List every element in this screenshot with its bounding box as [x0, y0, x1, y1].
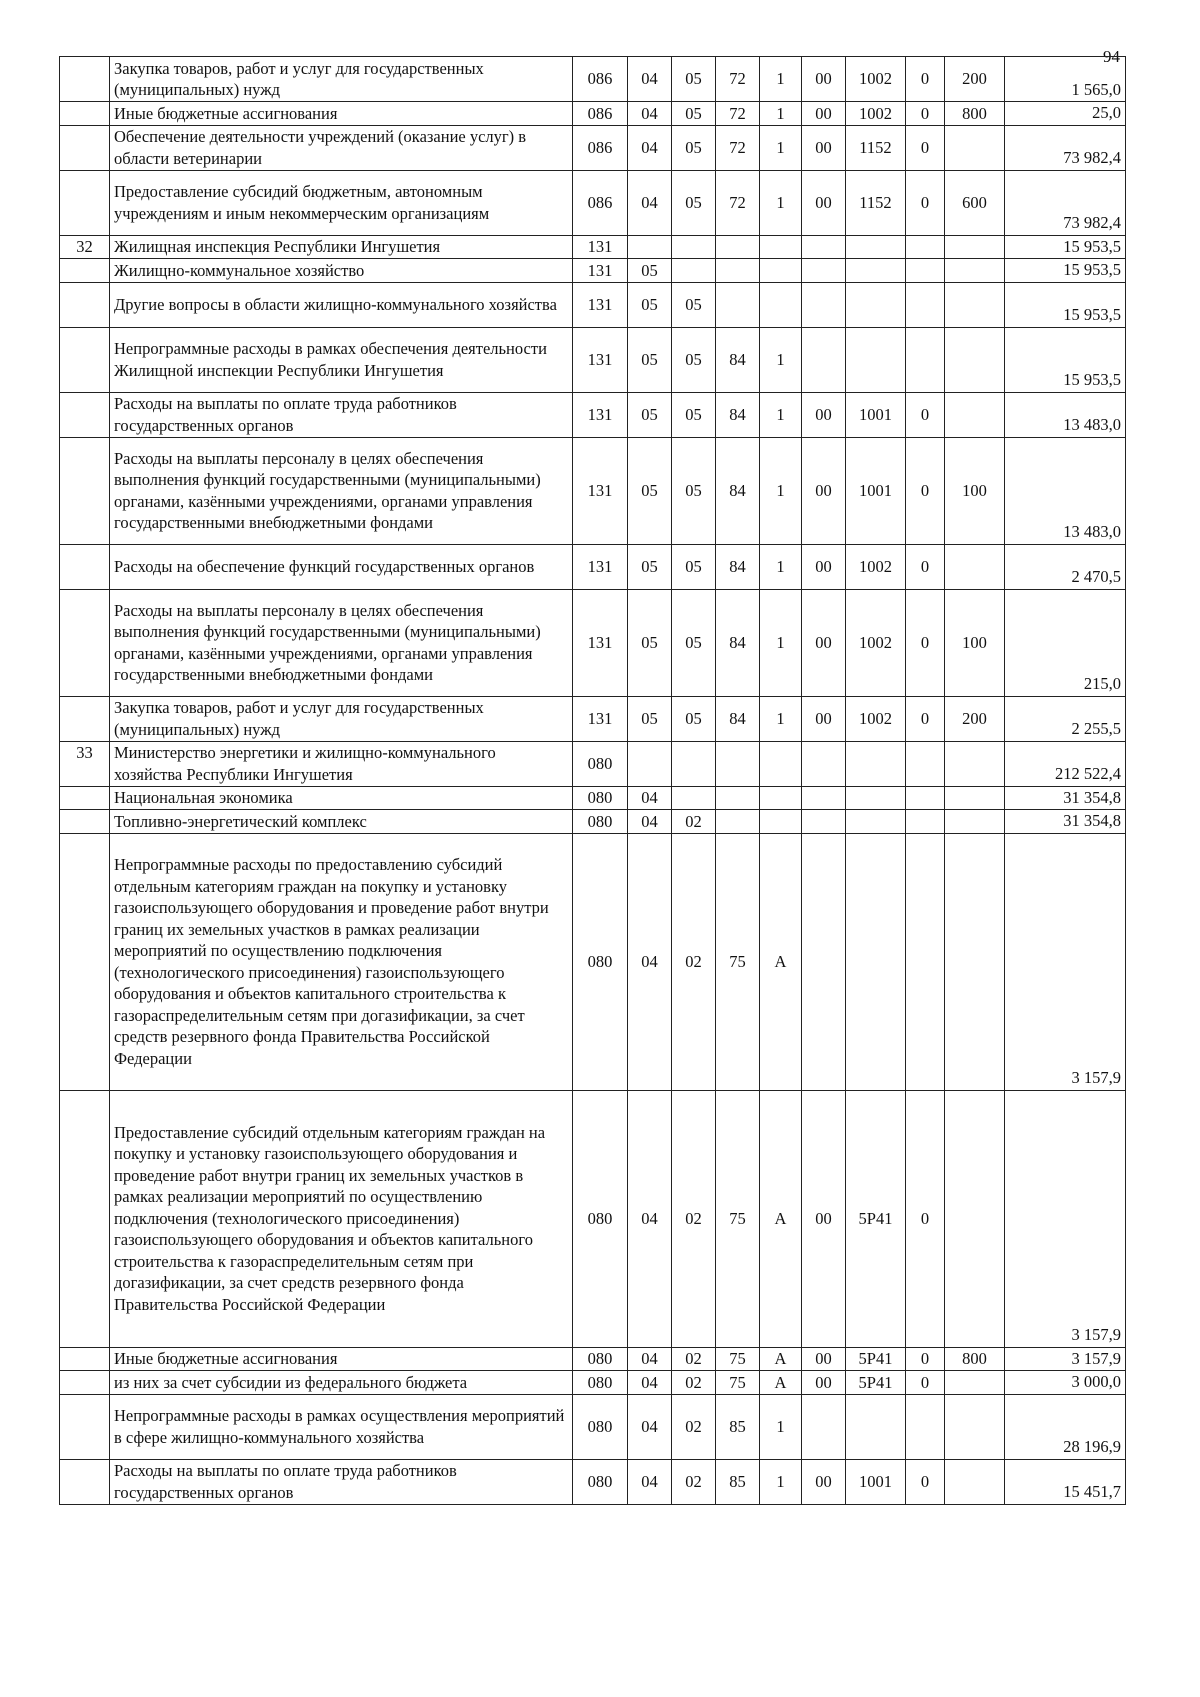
table-row [60, 1459, 1126, 1504]
code-program: 84 [716, 437, 760, 544]
code-expense-type [945, 1459, 1005, 1504]
table-row [60, 259, 1126, 283]
code-ministry: 131 [573, 327, 628, 392]
code-direction-b: 1002 [846, 696, 906, 741]
code-subsection: 02 [672, 1347, 716, 1371]
code-direction-a: 00 [802, 1371, 846, 1395]
code-ministry: 080 [573, 786, 628, 810]
code-expense-type: 100 [945, 437, 1005, 544]
code-ministry: 080 [573, 1459, 628, 1504]
row-description: Расходы на выплаты по оплате труда работников государственных органов [110, 1459, 573, 1504]
code-expense-type: 600 [945, 170, 1005, 235]
code-subprogram [760, 786, 802, 810]
code-section [628, 235, 672, 259]
code-subsection: 02 [672, 1371, 716, 1395]
code-subprogram: 1 [760, 170, 802, 235]
code-expense-type [945, 1394, 1005, 1459]
code-ministry: 131 [573, 589, 628, 696]
row-amount: 15 953,5 [1005, 235, 1126, 259]
table-row [60, 1371, 1126, 1395]
code-expense-type [945, 1090, 1005, 1347]
code-ministry: 086 [573, 57, 628, 102]
code-subsection: 05 [672, 170, 716, 235]
code-subsection: 05 [672, 57, 716, 102]
code-direction-a: 00 [802, 589, 846, 696]
code-direction-c [906, 810, 945, 834]
code-section: 05 [628, 327, 672, 392]
code-direction-b: 5Р41 [846, 1090, 906, 1347]
code-direction-a [802, 327, 846, 392]
code-program: 84 [716, 696, 760, 741]
code-section: 05 [628, 696, 672, 741]
code-subprogram: 1 [760, 437, 802, 544]
code-program: 72 [716, 102, 760, 126]
code-subprogram [760, 741, 802, 786]
code-direction-a [802, 1394, 846, 1459]
code-direction-a: 00 [802, 102, 846, 126]
code-direction-c [906, 259, 945, 283]
code-subsection: 05 [672, 696, 716, 741]
code-direction-c [906, 741, 945, 786]
code-direction-c [906, 786, 945, 810]
code-ministry: 080 [573, 741, 628, 786]
code-subprogram: 1 [760, 125, 802, 170]
code-direction-a [802, 833, 846, 1090]
code-ministry: 086 [573, 170, 628, 235]
row-number [60, 125, 110, 170]
code-ministry: 080 [573, 1371, 628, 1395]
code-program [716, 235, 760, 259]
code-direction-a [802, 282, 846, 327]
code-subprogram: А [760, 1090, 802, 1347]
code-direction-a: 00 [802, 1090, 846, 1347]
code-direction-b [846, 327, 906, 392]
row-number [60, 696, 110, 741]
code-program [716, 282, 760, 327]
code-subprogram: 1 [760, 102, 802, 126]
row-description: Непрограммные расходы по предоставлению субсидий отдельным категориям граждан на покупку и установку газоиспользующего оборудования и проведение работ внутри границ их земельных участков в рамках реализации мероприятий по осуществлению подключения (технологического присоединения) газоиспользующего оборудования и объектов капитального строительства к газораспределительным сетям при догазификации, за счет средств резервного фонда Правительства Российской Федерации [110, 833, 573, 1090]
row-description: Расходы на выплаты персоналу в целях обеспечения выполнения функций государственными (муниципальными) органами, казёнными учреждениями, органами управления государственными внебюджетными фондами [110, 437, 573, 544]
code-subprogram: 1 [760, 57, 802, 102]
code-expense-type [945, 327, 1005, 392]
row-amount: 31 354,8 [1005, 786, 1126, 810]
code-direction-b [846, 235, 906, 259]
code-direction-c: 0 [906, 170, 945, 235]
code-section: 04 [628, 1090, 672, 1347]
row-description: Расходы на обеспечение функций государственных органов [110, 544, 573, 589]
code-subsection: 05 [672, 437, 716, 544]
code-direction-c: 0 [906, 1090, 945, 1347]
row-description: Закупка товаров, работ и услуг для государственных (муниципальных) нужд [110, 57, 573, 102]
code-direction-b: 1001 [846, 392, 906, 437]
code-program: 75 [716, 1347, 760, 1371]
code-ministry: 131 [573, 392, 628, 437]
code-subprogram [760, 282, 802, 327]
code-direction-b: 1152 [846, 170, 906, 235]
table-row [60, 170, 1126, 235]
code-direction-b: 1152 [846, 125, 906, 170]
code-program: 72 [716, 125, 760, 170]
row-amount: 15 953,5 [1005, 327, 1126, 392]
code-subsection: 02 [672, 1459, 716, 1504]
row-number: 33 [60, 741, 110, 786]
table-row [60, 1090, 1126, 1347]
code-subsection [672, 259, 716, 283]
code-expense-type: 200 [945, 57, 1005, 102]
row-number [60, 57, 110, 102]
row-number [60, 327, 110, 392]
code-program [716, 810, 760, 834]
code-direction-c: 0 [906, 696, 945, 741]
code-direction-b: 1001 [846, 1459, 906, 1504]
code-subprogram: А [760, 833, 802, 1090]
row-description: Иные бюджетные ассигнования [110, 1347, 573, 1371]
row-description: Закупка товаров, работ и услуг для государственных (муниципальных) нужд [110, 696, 573, 741]
row-number [60, 589, 110, 696]
code-subsection [672, 235, 716, 259]
code-subprogram: А [760, 1371, 802, 1395]
row-amount: 15 953,5 [1005, 259, 1126, 283]
code-ministry: 080 [573, 833, 628, 1090]
code-section: 04 [628, 786, 672, 810]
code-subsection: 05 [672, 327, 716, 392]
code-subprogram: 1 [760, 544, 802, 589]
code-program: 84 [716, 327, 760, 392]
code-section: 05 [628, 437, 672, 544]
code-program [716, 786, 760, 810]
table-row [60, 696, 1126, 741]
code-expense-type: 200 [945, 696, 1005, 741]
row-amount: 3 157,9 [1005, 833, 1126, 1090]
code-subprogram: 1 [760, 589, 802, 696]
code-expense-type [945, 741, 1005, 786]
code-ministry: 086 [573, 102, 628, 126]
code-section: 04 [628, 125, 672, 170]
code-program: 84 [716, 589, 760, 696]
code-direction-b [846, 786, 906, 810]
code-subprogram: 1 [760, 696, 802, 741]
code-section: 05 [628, 392, 672, 437]
code-ministry: 080 [573, 1347, 628, 1371]
row-number [60, 1394, 110, 1459]
code-program: 72 [716, 170, 760, 235]
table-row [60, 102, 1126, 126]
row-amount: 3 157,9 [1005, 1090, 1126, 1347]
code-subsection: 05 [672, 282, 716, 327]
code-direction-b: 5Р41 [846, 1347, 906, 1371]
row-number [60, 833, 110, 1090]
code-direction-a [802, 741, 846, 786]
code-expense-type [945, 786, 1005, 810]
code-ministry: 131 [573, 544, 628, 589]
code-program: 85 [716, 1394, 760, 1459]
code-direction-a: 00 [802, 125, 846, 170]
code-subsection: 05 [672, 102, 716, 126]
row-amount: 3 157,9 [1005, 1347, 1126, 1371]
code-direction-a [802, 786, 846, 810]
code-direction-b: 1002 [846, 57, 906, 102]
code-section: 04 [628, 1459, 672, 1504]
code-direction-c [906, 282, 945, 327]
code-subsection: 05 [672, 544, 716, 589]
code-direction-b [846, 259, 906, 283]
row-amount: 73 982,4 [1005, 125, 1126, 170]
row-description: Предоставление субсидий отдельным категориям граждан на покупку и установку газоиспользующего оборудования и проведение работ внутри границ их земельных участков в рамках реализации мероприятий по осуществлению подключения (технологического присоединения) газоиспользующего оборудования и объектов капитального строительства к газораспределительным сетям при догазификации, за счет средств резервного фонда Правительства Российской Федерации [110, 1090, 573, 1347]
row-amount: 2 470,5 [1005, 544, 1126, 589]
row-amount: 28 196,9 [1005, 1394, 1126, 1459]
row-number [60, 1371, 110, 1395]
code-direction-c: 0 [906, 102, 945, 126]
table-row [60, 282, 1126, 327]
page-number: 94 [1103, 47, 1120, 66]
code-ministry: 131 [573, 235, 628, 259]
row-number [60, 1459, 110, 1504]
code-section: 04 [628, 1347, 672, 1371]
budget-table [59, 56, 1126, 1505]
row-description: Непрограммные расходы в рамках осуществления мероприятий в сфере жилищно-коммунального хозяйства [110, 1394, 573, 1459]
row-amount: 13 483,0 [1005, 392, 1126, 437]
row-description: Расходы на выплаты персоналу в целях обеспечения выполнения функций государственными (муниципальными) органами, казёнными учреждениями, органами управления государственными внебюджетными фондами [110, 589, 573, 696]
row-number [60, 810, 110, 834]
table-row [60, 544, 1126, 589]
table-row [60, 327, 1126, 392]
row-number [60, 1090, 110, 1347]
row-number [60, 786, 110, 810]
code-section: 04 [628, 57, 672, 102]
table-row [60, 437, 1126, 544]
table-row [60, 833, 1126, 1090]
code-direction-b: 1001 [846, 437, 906, 544]
code-direction-a [802, 810, 846, 834]
code-expense-type [945, 833, 1005, 1090]
code-direction-c: 0 [906, 57, 945, 102]
code-subprogram: А [760, 1347, 802, 1371]
code-direction-b: 1002 [846, 102, 906, 126]
code-program: 84 [716, 392, 760, 437]
code-ministry: 131 [573, 696, 628, 741]
row-description: Другие вопросы в области жилищно-коммунального хозяйства [110, 282, 573, 327]
code-direction-a: 00 [802, 437, 846, 544]
table-row [60, 1394, 1126, 1459]
code-expense-type [945, 235, 1005, 259]
code-subsection: 02 [672, 1090, 716, 1347]
code-direction-a: 00 [802, 1347, 846, 1371]
row-description: Национальная экономика [110, 786, 573, 810]
row-number: 32 [60, 235, 110, 259]
code-direction-a [802, 235, 846, 259]
code-direction-c: 0 [906, 544, 945, 589]
row-number [60, 544, 110, 589]
code-subsection: 02 [672, 1394, 716, 1459]
code-direction-c: 0 [906, 1347, 945, 1371]
code-expense-type: 100 [945, 589, 1005, 696]
code-subprogram [760, 259, 802, 283]
row-number [60, 282, 110, 327]
code-subprogram: 1 [760, 1394, 802, 1459]
code-direction-c: 0 [906, 437, 945, 544]
code-ministry: 131 [573, 282, 628, 327]
row-description: Обеспечение деятельности учреждений (оказание услуг) в области ветеринарии [110, 125, 573, 170]
code-subsection: 02 [672, 833, 716, 1090]
code-section: 04 [628, 170, 672, 235]
code-section: 04 [628, 1371, 672, 1395]
row-amount: 215,0 [1005, 589, 1126, 696]
code-ministry: 080 [573, 1394, 628, 1459]
row-number [60, 102, 110, 126]
code-program: 75 [716, 1371, 760, 1395]
row-description: Непрограммные расходы в рамках обеспечения деятельности Жилищной инспекции Республики Ингушетия [110, 327, 573, 392]
table-row [60, 1347, 1126, 1371]
code-direction-c: 0 [906, 1371, 945, 1395]
row-description: Топливно-энергетический комплекс [110, 810, 573, 834]
row-description: Жилищно-коммунальное хозяйство [110, 259, 573, 283]
code-direction-c: 0 [906, 392, 945, 437]
code-subsection: 05 [672, 392, 716, 437]
code-subprogram: 1 [760, 327, 802, 392]
row-amount: 73 982,4 [1005, 170, 1126, 235]
code-direction-a: 00 [802, 57, 846, 102]
row-description: Министерство энергетики и жилищно-коммунального хозяйства Республики Ингушетия [110, 741, 573, 786]
code-expense-type [945, 392, 1005, 437]
code-ministry: 131 [573, 259, 628, 283]
code-subsection [672, 786, 716, 810]
code-expense-type [945, 259, 1005, 283]
code-section: 05 [628, 544, 672, 589]
code-section: 04 [628, 810, 672, 834]
code-direction-c [906, 235, 945, 259]
code-subprogram: 1 [760, 1459, 802, 1504]
code-section: 04 [628, 1394, 672, 1459]
code-direction-c [906, 833, 945, 1090]
table-row [60, 57, 1126, 102]
code-expense-type [945, 544, 1005, 589]
code-expense-type [945, 282, 1005, 327]
code-direction-b: 5Р41 [846, 1371, 906, 1395]
table-row [60, 741, 1126, 786]
code-direction-a: 00 [802, 544, 846, 589]
code-program: 75 [716, 833, 760, 1090]
row-description: Расходы на выплаты по оплате труда работников государственных органов [110, 392, 573, 437]
code-subsection: 02 [672, 810, 716, 834]
code-expense-type [945, 1371, 1005, 1395]
code-section: 05 [628, 259, 672, 283]
code-expense-type [945, 810, 1005, 834]
code-section [628, 741, 672, 786]
code-subprogram [760, 235, 802, 259]
row-amount: 25,0 [1005, 102, 1126, 126]
code-direction-a [802, 259, 846, 283]
code-expense-type [945, 125, 1005, 170]
code-direction-a: 00 [802, 696, 846, 741]
row-amount: 1 565,0 [1005, 57, 1126, 102]
code-program [716, 741, 760, 786]
row-description: Иные бюджетные ассигнования [110, 102, 573, 126]
code-direction-c: 0 [906, 1459, 945, 1504]
code-subsection: 05 [672, 589, 716, 696]
code-direction-a: 00 [802, 392, 846, 437]
code-direction-a: 00 [802, 1459, 846, 1504]
code-direction-b [846, 833, 906, 1090]
code-direction-c: 0 [906, 589, 945, 696]
table-row [60, 589, 1126, 696]
code-subprogram [760, 810, 802, 834]
table-row [60, 235, 1126, 259]
code-direction-c [906, 327, 945, 392]
row-number [60, 437, 110, 544]
code-section: 05 [628, 282, 672, 327]
row-description: Жилищная инспекция Республики Ингушетия [110, 235, 573, 259]
row-description: из них за счет субсидии из федерального бюджета [110, 1371, 573, 1395]
code-direction-b: 1002 [846, 544, 906, 589]
row-number [60, 392, 110, 437]
code-section: 05 [628, 589, 672, 696]
code-direction-a: 00 [802, 170, 846, 235]
row-amount: 212 522,4 [1005, 741, 1126, 786]
table-row [60, 786, 1126, 810]
code-subprogram: 1 [760, 392, 802, 437]
code-ministry: 080 [573, 810, 628, 834]
code-direction-b [846, 1394, 906, 1459]
code-direction-c: 0 [906, 125, 945, 170]
table-row [60, 125, 1126, 170]
row-description: Предоставление субсидий бюджетным, автономным учреждениям и иным некоммерческим организациям [110, 170, 573, 235]
row-amount: 3 000,0 [1005, 1371, 1126, 1395]
code-subsection [672, 741, 716, 786]
code-program: 85 [716, 1459, 760, 1504]
code-expense-type: 800 [945, 1347, 1005, 1371]
code-direction-b [846, 810, 906, 834]
code-section: 04 [628, 833, 672, 1090]
code-program: 84 [716, 544, 760, 589]
code-program: 72 [716, 57, 760, 102]
code-ministry: 131 [573, 437, 628, 544]
code-expense-type: 800 [945, 102, 1005, 126]
row-amount: 31 354,8 [1005, 810, 1126, 834]
row-number [60, 259, 110, 283]
code-direction-b: 1002 [846, 589, 906, 696]
row-amount: 15 451,7 [1005, 1459, 1126, 1504]
row-number [60, 1347, 110, 1371]
code-subsection: 05 [672, 125, 716, 170]
code-section: 04 [628, 102, 672, 126]
row-amount: 15 953,5 [1005, 282, 1126, 327]
row-amount: 2 255,5 [1005, 696, 1126, 741]
code-direction-b [846, 282, 906, 327]
table-row [60, 392, 1126, 437]
code-ministry: 080 [573, 1090, 628, 1347]
code-direction-b [846, 741, 906, 786]
row-number [60, 170, 110, 235]
code-program: 75 [716, 1090, 760, 1347]
code-direction-c [906, 1394, 945, 1459]
code-ministry: 086 [573, 125, 628, 170]
table-row [60, 810, 1126, 834]
code-program [716, 259, 760, 283]
row-amount: 13 483,0 [1005, 437, 1126, 544]
